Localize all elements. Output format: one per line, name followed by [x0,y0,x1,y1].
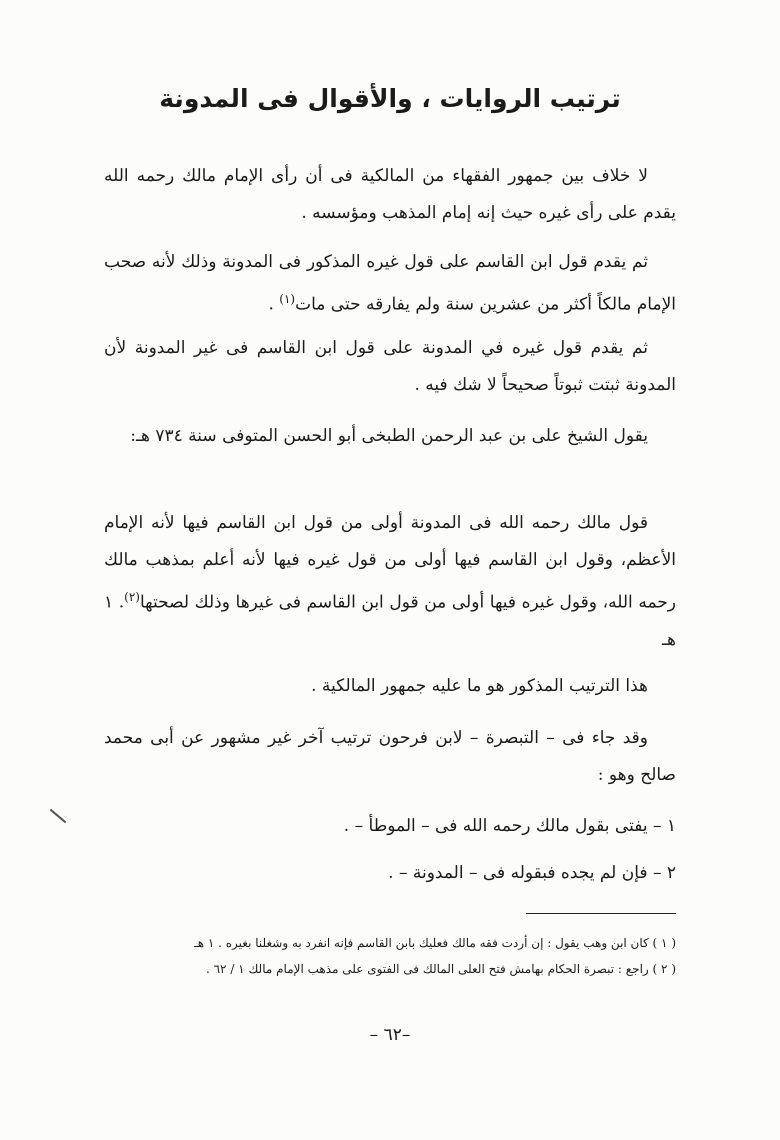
list-item-2: ٢ – فإن لم يجده فبقوله فى – المدونة – . [388,863,676,883]
scan-mark [50,809,67,823]
paragraph-2-tail: . [268,294,280,315]
paragraph-5-tail: . ١ هـ [104,592,676,650]
paragraph-5 [104,505,676,659]
paragraph-7: وقد جاء فى – التبصرة – لابن فرحون ترتيب آخر غير مشهور عن أبى محمد صالح وهو : [104,728,676,785]
footnote-1: ( ١ ) كان ابن وهب يقول : إن أردت فقه مالك فعليك بابن القاسم فإنه انفرد به وشغلنا بغيره . ١ هـ [194,936,676,950]
paragraph-6: هذا الترتيب المذكور هو ما عليه جمهور المالكية . [311,676,648,696]
list-item-1: ١ – يفتى بقول مالك رحمه الله فى – الموطأ – . [343,816,676,836]
footnote-ref-2: (٢) [124,590,140,604]
footnote-2: ( ٢ ) راجع : تبصرة الحكام بهامش فتح العلى المالك فى الفتوى على مذهب الإمام مالك ١ / ٦٢ . [205,962,676,976]
page-title: ترتيب الروايات ، والأقوال فى المدونة [159,84,621,113]
paragraph-5-text: قول مالك رحمه الله فى المدونة أولى من قول ابن القاسم فيها لأنه الإمام الأعظم، وقول ابن القاسم فيها أولى من قول غيره فيها لأنه أعلم بمذهب مالك رحمه الله، وقول غيره فيها أولى من قول ابن القاسم فى غيرها وذلك لصحتها [104,513,677,613]
footnote-separator [526,913,676,914]
paragraph-3: ثم يقدم قول غيره في المدونة على قول ابن القاسم فى غير المدونة لأن المدونة ثبتت ثبوتاً صحيحاً لا شك فيه . [104,338,676,395]
paragraph-2 [104,244,676,324]
paragraph-4: يقول الشيخ على بن عبد الرحمن الطبخى أبو الحسن المتوفى سنة ٧٣٤ هـ: [130,426,648,446]
paragraph-1: لا خلاف بين جمهور الفقهاء من المالكية فى أن رأى الإمام مالك رحمه الله يقدم على رأى غيره حيث إنه إمام المذهب ومؤسسه . [104,166,676,223]
paragraph-2-text: ثم يقدم قول ابن القاسم على قول غيره المذكور فى المدونة وذلك لأنه صحب الإمام مالكاً أكثر من عشرين سنة ولم يفارقه حتى مات [104,252,676,315]
footnote-ref-1: (١) [279,292,296,306]
page-number: –٦٢ – [369,1025,411,1045]
